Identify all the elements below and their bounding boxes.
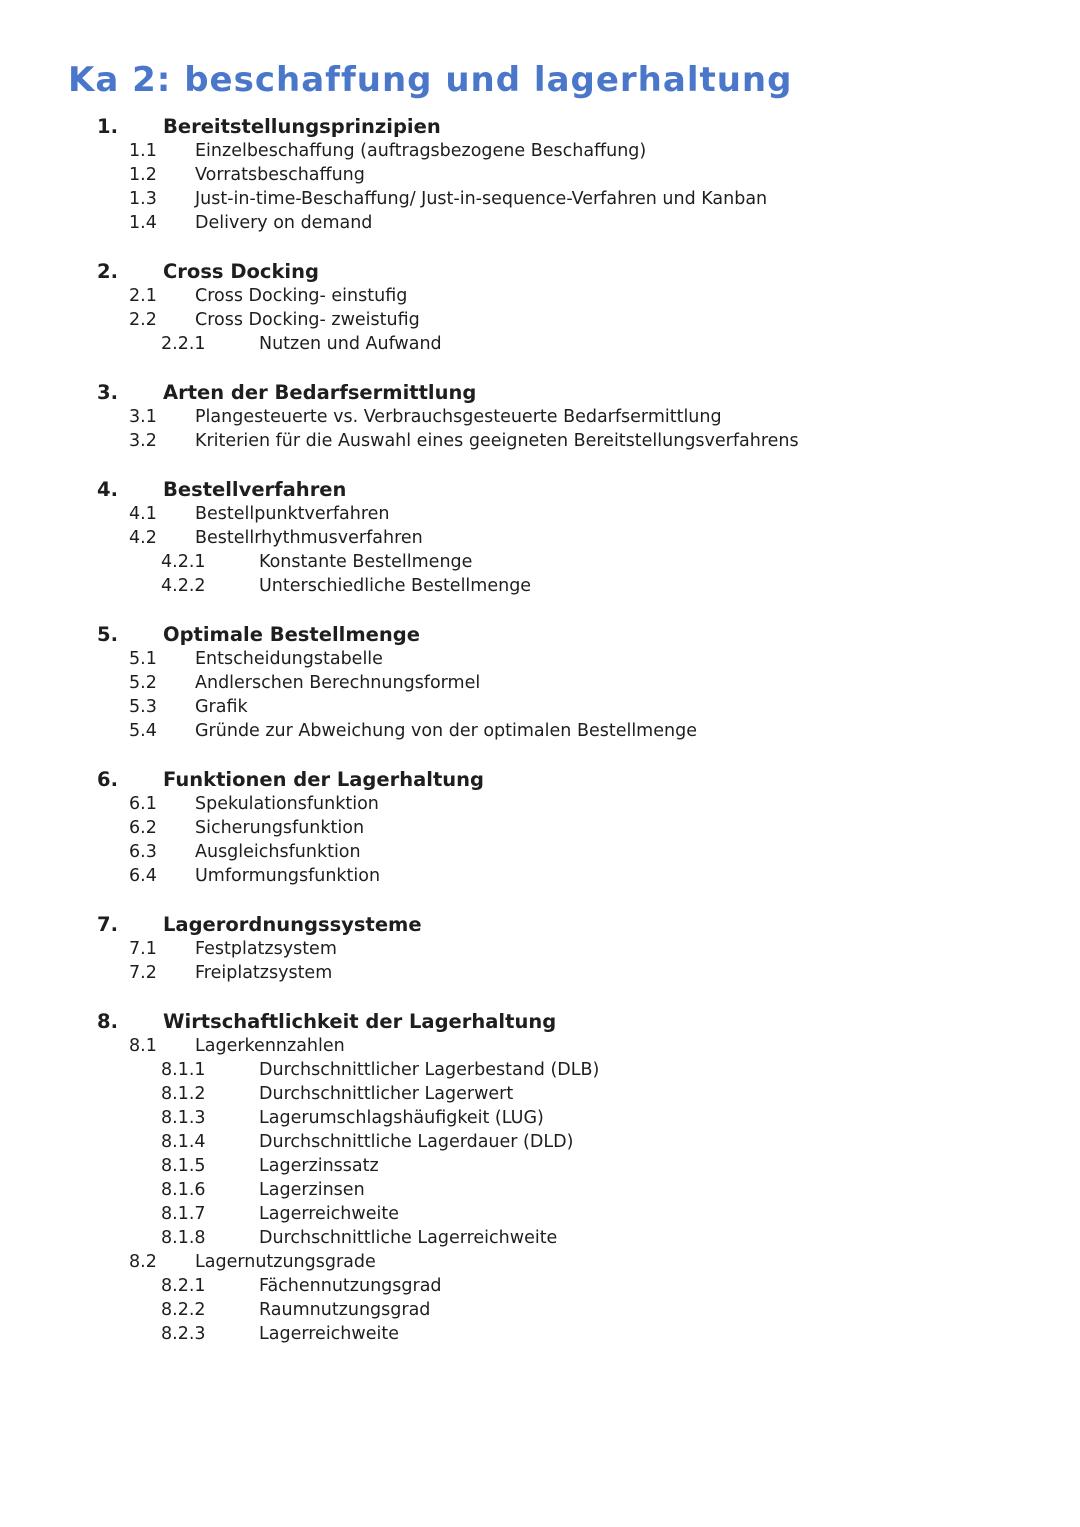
toc-item xyxy=(0,840,1080,864)
toc-section xyxy=(0,1009,1080,1346)
item-title: Lagerkennzahlen xyxy=(195,1036,345,1056)
toc-section xyxy=(0,477,1080,598)
item-title: Lagerreichweite xyxy=(259,1324,399,1344)
item-title: Grafik xyxy=(195,697,248,717)
item-title: Lagerzinsen xyxy=(259,1180,365,1200)
item-title: Umformungsfunktion xyxy=(195,866,381,886)
item-number: 5.4 xyxy=(129,721,157,741)
section-heading xyxy=(0,114,1080,139)
item-number: 8.2.2 xyxy=(161,1300,206,1320)
toc-section xyxy=(0,912,1080,985)
table-of-contents xyxy=(0,114,1080,1370)
section-number: 4. xyxy=(97,478,118,501)
toc-item xyxy=(0,1274,1080,1298)
toc-item xyxy=(0,502,1080,526)
toc-item xyxy=(0,719,1080,743)
section-heading xyxy=(0,1009,1080,1034)
item-number: 2.2 xyxy=(129,310,157,330)
item-number: 8.1.7 xyxy=(161,1204,206,1224)
toc-item xyxy=(0,187,1080,211)
toc-section xyxy=(0,380,1080,453)
section-title: Bereitstellungsprinzipien xyxy=(163,115,441,138)
item-number: 7.2 xyxy=(129,963,157,983)
toc-item xyxy=(0,864,1080,888)
toc-item xyxy=(0,429,1080,453)
item-title: Cross Docking- zweistufig xyxy=(195,310,420,330)
item-title: Andlerschen Berechnungsformel xyxy=(195,673,481,693)
item-number: 1.3 xyxy=(129,189,157,209)
section-title: Arten der Bedarfsermittlung xyxy=(163,381,477,404)
item-title: Durchschnittlicher Lagerwert xyxy=(259,1084,514,1104)
toc-item xyxy=(0,1226,1080,1250)
section-number: 1. xyxy=(97,115,118,138)
item-number: 6.2 xyxy=(129,818,157,838)
section-title: Funktionen der Lagerhaltung xyxy=(163,768,485,791)
toc-item xyxy=(0,308,1080,332)
toc-section xyxy=(0,622,1080,743)
item-number: 4.2 xyxy=(129,528,157,548)
item-number: 4.1 xyxy=(129,504,157,524)
toc-item xyxy=(0,284,1080,308)
item-number: 5.2 xyxy=(129,673,157,693)
item-title: Freiplatzsystem xyxy=(195,963,333,983)
item-number: 8.2.1 xyxy=(161,1276,206,1296)
toc-item xyxy=(0,1250,1080,1274)
item-number: 3.2 xyxy=(129,431,157,451)
item-title: Spekulationsfunktion xyxy=(195,794,379,814)
toc-item xyxy=(0,792,1080,816)
toc-item xyxy=(0,695,1080,719)
toc-item xyxy=(0,1058,1080,1082)
item-title: Kriterien für die Auswahl eines geeigneten Bereitstellungsverfahrens xyxy=(195,431,799,451)
toc-item xyxy=(0,1298,1080,1322)
item-title: Sicherungsfunktion xyxy=(195,818,365,838)
toc-section xyxy=(0,259,1080,356)
toc-item xyxy=(0,526,1080,550)
item-title: Entscheidungstabelle xyxy=(195,649,383,669)
item-title: Just-in-time-Beschaffung/ Just-in-sequence-Verfahren und Kanban xyxy=(195,189,768,209)
toc-item xyxy=(0,1034,1080,1058)
toc-item xyxy=(0,1202,1080,1226)
section-number: 8. xyxy=(97,1010,118,1033)
item-number: 6.1 xyxy=(129,794,157,814)
item-title: Durchschnittliche Lagerreichweite xyxy=(259,1228,558,1248)
item-number: 8.1.3 xyxy=(161,1108,206,1128)
item-number: 4.2.2 xyxy=(161,576,206,596)
item-number: 8.1 xyxy=(129,1036,157,1056)
item-number: 8.2.3 xyxy=(161,1324,206,1344)
toc-item xyxy=(0,816,1080,840)
toc-item xyxy=(0,937,1080,961)
item-number: 8.2 xyxy=(129,1252,157,1272)
section-number: 2. xyxy=(97,260,118,283)
item-title: Bestellrhythmusverfahren xyxy=(195,528,423,548)
item-title: Raumnutzungsgrad xyxy=(259,1300,431,1320)
item-title: Bestellpunktverfahren xyxy=(195,504,390,524)
item-number: 4.2.1 xyxy=(161,552,206,572)
item-title: Vorratsbeschaffung xyxy=(195,165,365,185)
item-number: 8.1.4 xyxy=(161,1132,206,1152)
item-number: 8.1.5 xyxy=(161,1156,206,1176)
item-number: 6.3 xyxy=(129,842,157,862)
item-number: 6.4 xyxy=(129,866,157,886)
item-title: Durchschnittlicher Lagerbestand (DLB) xyxy=(259,1060,600,1080)
section-title: Cross Docking xyxy=(163,260,319,283)
item-title: Fächennutzungsgrad xyxy=(259,1276,442,1296)
toc-item xyxy=(0,1154,1080,1178)
toc-item xyxy=(0,1322,1080,1346)
item-number: 8.1.2 xyxy=(161,1084,206,1104)
toc-section xyxy=(0,114,1080,235)
item-title: Festplatzsystem xyxy=(195,939,337,959)
toc-item xyxy=(0,405,1080,429)
toc-item xyxy=(0,139,1080,163)
item-title: Delivery on demand xyxy=(195,213,373,233)
item-title: Einzelbeschaffung (auftragsbezogene Beschaffung) xyxy=(195,141,647,161)
item-title: Lagernutzungsgrade xyxy=(195,1252,376,1272)
item-number: 3.1 xyxy=(129,407,157,427)
item-number: 1.4 xyxy=(129,213,157,233)
item-number: 2.1 xyxy=(129,286,157,306)
toc-item xyxy=(0,647,1080,671)
item-number: 1.2 xyxy=(129,165,157,185)
toc-item xyxy=(0,1082,1080,1106)
item-title: Durchschnittliche Lagerdauer (DLD) xyxy=(259,1132,574,1152)
section-heading xyxy=(0,477,1080,502)
section-heading xyxy=(0,622,1080,647)
item-title: Cross Docking- einstufig xyxy=(195,286,408,306)
item-number: 8.1.8 xyxy=(161,1228,206,1248)
item-title: Gründe zur Abweichung von der optimalen Bestellmenge xyxy=(195,721,697,741)
toc-item xyxy=(0,211,1080,235)
toc-item xyxy=(0,1106,1080,1130)
section-number: 5. xyxy=(97,623,118,646)
toc-item xyxy=(0,1130,1080,1154)
toc-item xyxy=(0,332,1080,356)
item-number: 7.1 xyxy=(129,939,157,959)
toc-section xyxy=(0,767,1080,888)
toc-item xyxy=(0,574,1080,598)
toc-item xyxy=(0,1178,1080,1202)
section-title: Optimale Bestellmenge xyxy=(163,623,420,646)
item-title: Unterschiedliche Bestellmenge xyxy=(259,576,532,596)
item-title: Plangesteuerte vs. Verbrauchsgesteuerte Bedarfsermittlung xyxy=(195,407,722,427)
section-title: Lagerordnungssysteme xyxy=(163,913,422,936)
item-title: Lagerumschlagshäufigkeit (LUG) xyxy=(259,1108,544,1128)
item-number: 1.1 xyxy=(129,141,157,161)
page-title: Ka 2: beschaffung und lagerhaltung xyxy=(68,60,793,100)
section-title: Bestellverfahren xyxy=(163,478,347,501)
item-title: Lagerreichweite xyxy=(259,1204,399,1224)
item-title: Lagerzinssatz xyxy=(259,1156,379,1176)
item-title: Ausgleichsfunktion xyxy=(195,842,361,862)
item-title: Konstante Bestellmenge xyxy=(259,552,473,572)
toc-item xyxy=(0,961,1080,985)
section-number: 3. xyxy=(97,381,118,404)
item-title: Nutzen und Aufwand xyxy=(259,334,442,354)
section-number: 6. xyxy=(97,768,118,791)
item-number: 5.3 xyxy=(129,697,157,717)
section-heading xyxy=(0,767,1080,792)
item-number: 8.1.1 xyxy=(161,1060,206,1080)
section-number: 7. xyxy=(97,913,118,936)
section-heading xyxy=(0,259,1080,284)
toc-item xyxy=(0,671,1080,695)
item-number: 8.1.6 xyxy=(161,1180,206,1200)
section-title: Wirtschaftlichkeit der Lagerhaltung xyxy=(163,1010,557,1033)
section-heading xyxy=(0,912,1080,937)
item-number: 5.1 xyxy=(129,649,157,669)
toc-item xyxy=(0,163,1080,187)
section-heading xyxy=(0,380,1080,405)
item-number: 2.2.1 xyxy=(161,334,206,354)
toc-item xyxy=(0,550,1080,574)
